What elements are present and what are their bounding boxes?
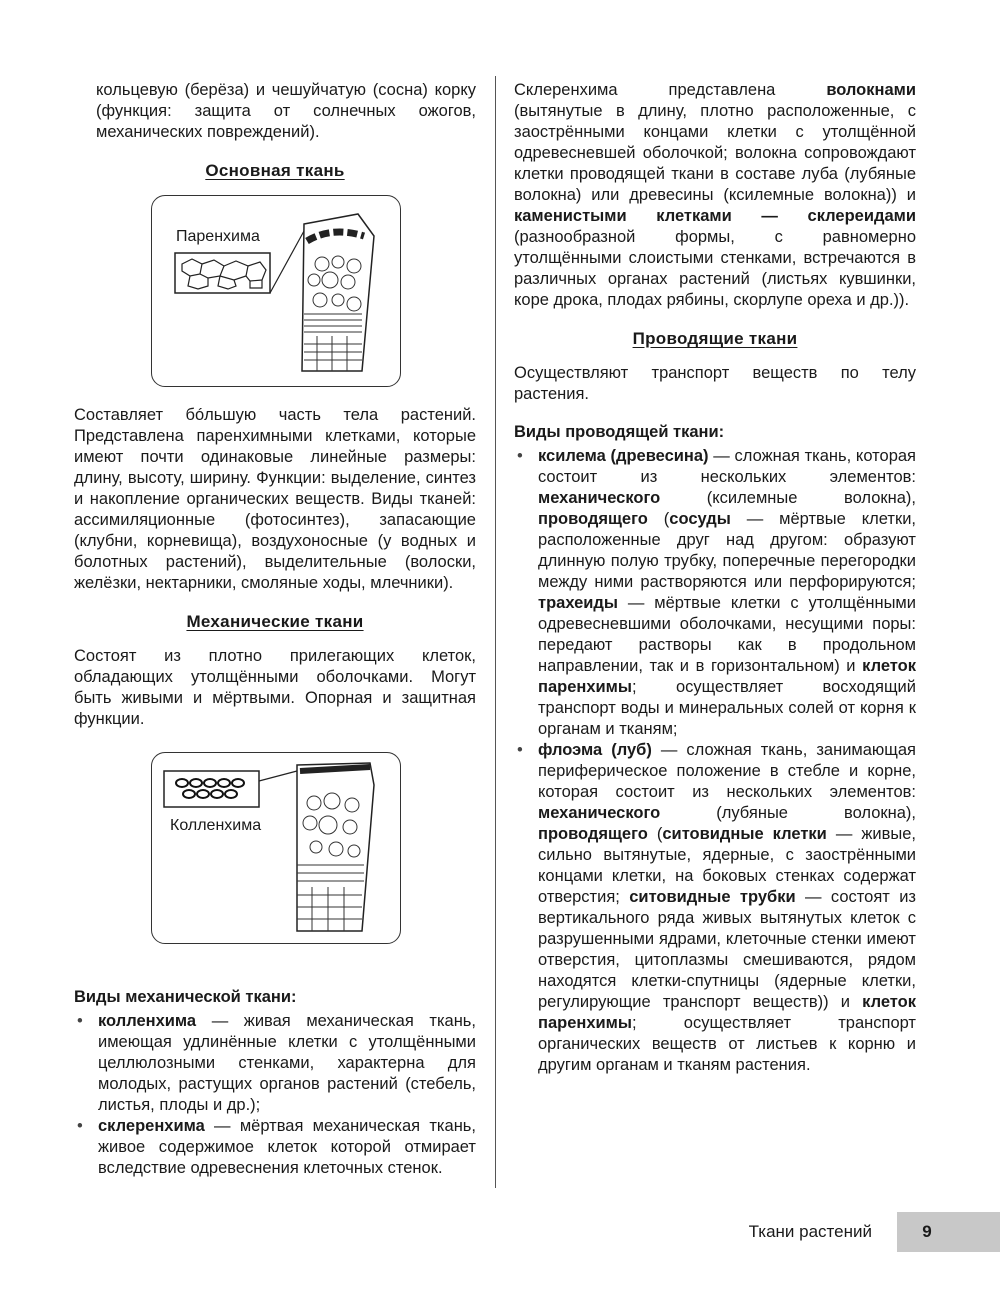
mechanical-tissue-paragraph: Состоят из плотно прилегающих клеток, обладающих утолщёнными оболочками. Могут быть живыми и мёртвыми. Опорная и защитная функции. xyxy=(74,647,476,728)
figure-collenchyma-label: Колленхима xyxy=(170,817,262,834)
heading-conducting-tissue: Проводящие ткани xyxy=(632,329,798,348)
conducting-types-list xyxy=(514,446,916,1076)
list-item: • склеренхима — мёртвая механическая ткань, живое содержимое клеток которой отмирает вследствие одревеснения клеточных стенок. xyxy=(77,1117,476,1177)
conducting-tissue-paragraph: Осуществляют транспорт веществ по телу растения. xyxy=(514,364,916,403)
bullet-icon: • xyxy=(77,1117,83,1135)
page-number-box xyxy=(897,1212,1000,1252)
bullet-icon: • xyxy=(77,1012,83,1030)
figure-collenchyma xyxy=(151,752,401,944)
collenchyma-illustration xyxy=(152,753,400,943)
figure-parenchyma xyxy=(151,195,401,387)
list-item: • колленхима — живая механическая ткань, имеющая удлинённые клетки с утолщёнными целлюлозными стенками, характерна для молодых, растущих органов растений (стебель, листья, плоды и др.); xyxy=(77,1012,476,1114)
right-column xyxy=(514,80,916,1076)
column-divider xyxy=(495,76,496,1188)
heading-mechanical-tissue: Механические ткани xyxy=(186,612,364,631)
conducting-types-heading: Виды проводящей ткани: xyxy=(514,423,725,441)
list-item: • ксилема (древесина) — сложная ткань, которая состоит из нескольких элементов: механического (ксилемные волокна), проводящего (сосуды — мёртвые клетки, расположенные друг над другом: образуют длинную полую трубку, поперечные перегородки между ними растворяются или перфорируются; трахеиды — мёртвые клетки с утолщёнными одревесневшими оболочками, несущими поры: передают растворы как в продольном направлении, так и в горизонтальном) и клеток паренхимы; осуществляет восходящий транспорт воды и минеральных солей от корня к органам и тканям; xyxy=(517,447,916,738)
left-column xyxy=(74,80,476,1179)
page-number: 9 xyxy=(922,1222,932,1241)
heading-basic-tissue: Основная ткань xyxy=(205,161,345,180)
mechanical-types-list xyxy=(74,1011,476,1179)
footer-chapter-title: Ткани растений xyxy=(748,1222,872,1241)
parenchyma-illustration xyxy=(152,196,400,386)
bullet-icon: • xyxy=(517,741,523,759)
bullet-icon: • xyxy=(517,447,523,465)
mechanical-types-heading: Виды механической ткани: xyxy=(74,988,297,1006)
basic-tissue-paragraph: Составляет бóльшую часть тела растений. Представлена паренхимными клетками, которые имеют почти одинаковые линейные размеры: длину, высоту, ширину. Функции: выделение, синтез и накопление органических веществ. Виды тканей: ассимиляционные (фотосинтез), запасающие (клубни, корневища), воздухоносные (у водных и болотных растений), выделительные (волоски, желёзки, нектарники, смоляные ходы, млечники). xyxy=(74,406,476,592)
figure-parenchyma-label: Паренхима xyxy=(176,228,260,245)
page-footer xyxy=(0,1212,1000,1252)
intro-paragraph: кольцевую (берёза) и чешуйчатую (сосна) корку (функция: защита от солнечных ожогов, механических повреждений). xyxy=(96,81,476,141)
list-item: • флоэма (луб) — сложная ткань, занимающая периферическое положение в стебле и корне, которая состоит из нескольких элементов: механического (лубяные волокна), проводящего (ситовидные клетки — живые, сильно вытянутые, ядерные, с заострёнными концами клетки, на боковых стенках содержат отверстия; ситовидные трубки — состоят из вертикального ряда живых вытянутых клеток с разрушенными ядрами, клеточные стенки имеют отверстия, цитоплазмы смешиваются, рядом находятся клетки-спутницы (ядерные клетки, регулирующие транспорт веществ)) и клеток паренхимы; осуществляет транспорт органических веществ от листьев к корню и другим органам и тканям растения. xyxy=(517,741,916,1074)
sclerenchyma-paragraph: Склеренхима представлена волокнами (вытянутые в длину, плотно расположенные, с заострёнными концами клетки с утолщённой одревесневшей оболочкой; волокна сопровождают клетки проводящей ткани в составе луба (лубяные волокна) или древесины (ксилемные волокна)) и каменистыми клетками — склереидами (разнообразной формы, с равномерно утолщёнными слоистыми стенками, встречаются в различных органах растений (листьях кувшинки, коре дрока, плодах рябины, скорлупе ореха и др.)). xyxy=(514,81,916,309)
